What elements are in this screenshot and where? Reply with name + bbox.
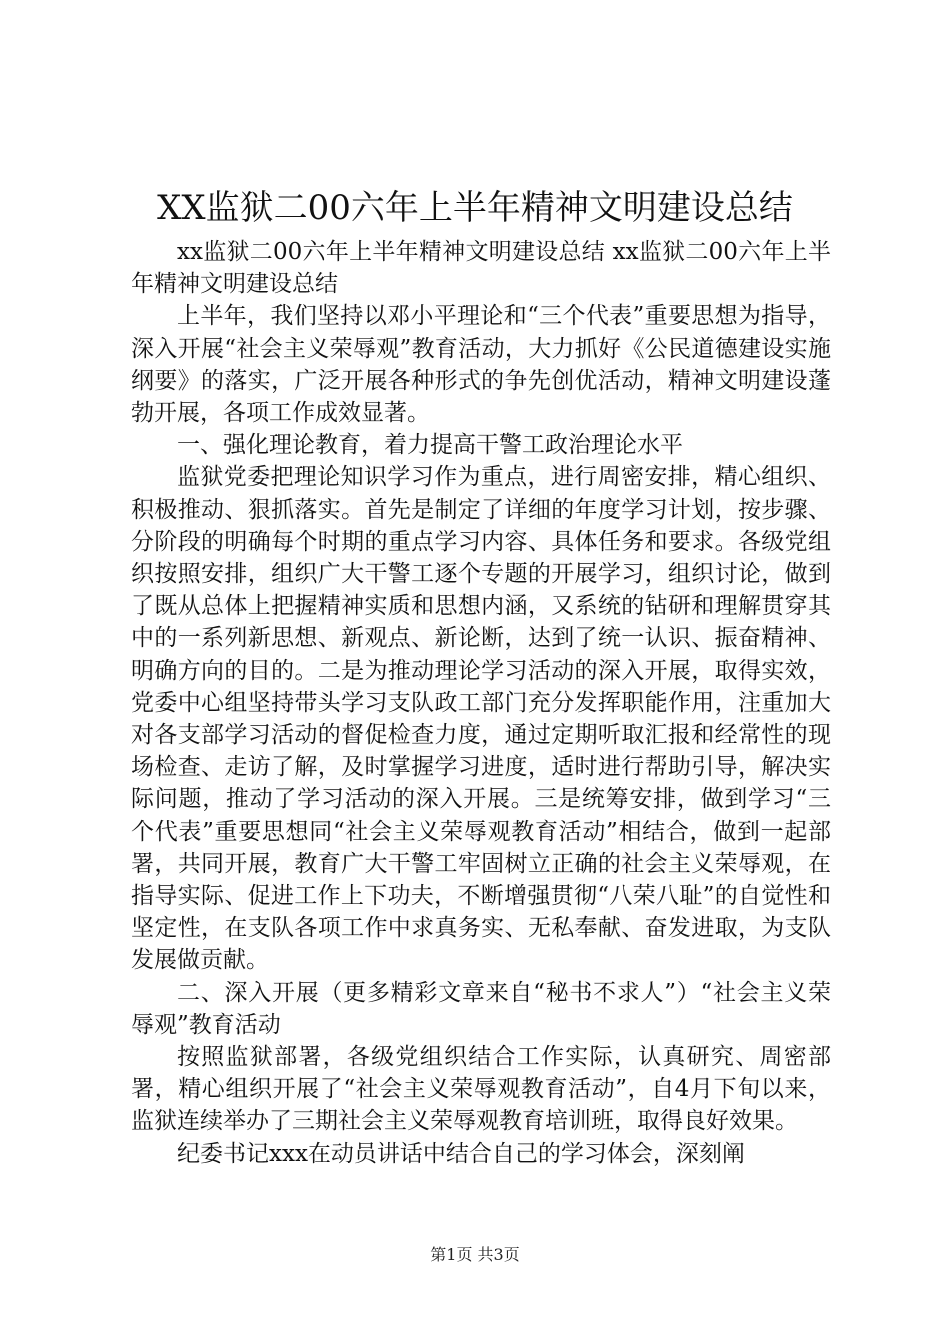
paragraph-section-1: 监狱党委把理论知识学习作为重点，进行周密安排，精心组织、积极推动、狠抓落实。首先是制定了详细的年度学习计划，按步骤、分阶段的明确每个时期的重点学习内容、具体任务和要求。各级党组织按照安排，组织广大干警工逐个专题的开展学习，组织讨论，做到了既从总体上把握精神实质和思想内涵，又系统的钻研和理解贯穿其中的一系列新思想、新观点、新论断，达到了统一认识、振奋精神、明确方向的目的。二是为推动理论学习活动的深入开展，取得实效，党委中心组坚持带头学习支队政工部门充分发挥职能作用，注重加大对各支部学习活动的督促检查力度，通过定期听取汇报和经常性的现场检查、走访了解，及时掌握学习进度，适时进行帮助引导，解决实际问题，推动了学习活动的深入开展。三是统筹安排，做到学习“三个代表”重要思想同“社会主义荣辱观教育活动”相结合，做到一起部署，共同开展，教育广大干警工牢固树立正确的社会主义荣辱观，在指导实际、促进工作上下功夫，不断增强贯彻“八荣八耻”的自觉性和坚定性，在支队各项工作中求真务实、无私奉献、奋发进取，为支队发展做贡献。 (131, 464, 831, 974)
paragraph-overview: 上半年，我们坚持以邓小平理论和“三个代表”重要思想为指导，深入开展“社会主义荣辱观”教育活动，大力抓好《公民道德建设实施纲要》的落实，广泛开展各种形式的争先创优活动，精神文明建设蓬勃开展，各项工作成效显著。 (131, 303, 831, 427)
page-number-footer: 第1页 共3页 (430, 1245, 520, 1264)
document-title: XX监狱二00六年上半年精神文明建设总结 (157, 188, 793, 228)
paragraph-continuation: 纪委书记xxx在动员讲话中结合自己的学习体会，深刻阐 (177, 1140, 745, 1167)
section-heading-2: 二、深入开展（更多精彩文章来自“秘书不求人”）“社会主义荣辱观”教育活动 (131, 979, 831, 1038)
section-heading-1: 一、强化理论教育，着力提高干警工政治理论水平 (177, 432, 683, 459)
paragraph-section-2: 按照监狱部署，各级党组织结合工作实际，认真研究、周密部署，精心组织开展了“社会主义荣辱观教育活动”，自4月下旬以来，监狱连续举办了三期社会主义荣辱观教育培训班，取得良好效果。 (131, 1044, 831, 1135)
paragraph-intro: xx监狱二00六年上半年精神文明建设总结 xx监狱二00六年上半年精神文明建设总结 (131, 239, 831, 298)
document-body (131, 236, 831, 1170)
